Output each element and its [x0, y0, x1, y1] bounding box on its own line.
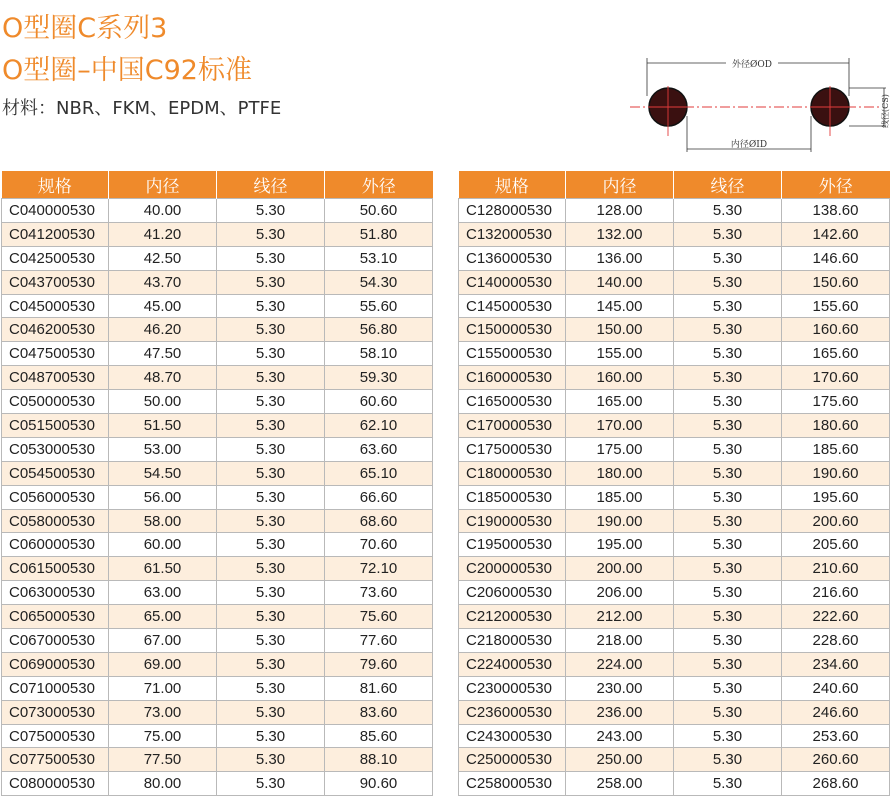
table-row: [2, 581, 433, 605]
cell-outer-diameter: 77.60: [325, 629, 433, 653]
cell-spec-code: C175000530: [459, 437, 566, 461]
cell-spec-code: C165000530: [459, 390, 566, 414]
cell-outer-diameter: 185.60: [782, 437, 890, 461]
table-row: [2, 294, 433, 318]
table-header-row: [2, 171, 433, 199]
table-row: [2, 246, 433, 270]
cell-spec-code: C047500530: [2, 342, 109, 366]
cell-inner-diameter: 250.00: [566, 748, 674, 772]
table-row: [459, 676, 890, 700]
cell-spec-code: C045000530: [2, 294, 109, 318]
cell-outer-diameter: 81.60: [325, 676, 433, 700]
cell-inner-diameter: 155.00: [566, 342, 674, 366]
cell-outer-diameter: 63.60: [325, 437, 433, 461]
cell-cross-section: 5.30: [217, 390, 325, 414]
table-row: [2, 366, 433, 390]
cell-outer-diameter: 59.30: [325, 366, 433, 390]
cell-cross-section: 5.30: [674, 629, 782, 653]
table-row: [459, 509, 890, 533]
col-header-id: 内径: [566, 171, 674, 199]
table-row: [2, 485, 433, 509]
cell-inner-diameter: 136.00: [566, 246, 674, 270]
cell-outer-diameter: 200.60: [782, 509, 890, 533]
cell-inner-diameter: 56.00: [109, 485, 217, 509]
table-row: [2, 342, 433, 366]
cell-inner-diameter: 69.00: [109, 652, 217, 676]
cell-cross-section: 5.30: [674, 533, 782, 557]
cell-inner-diameter: 160.00: [566, 366, 674, 390]
spec-table-left: [1, 171, 433, 796]
cell-outer-diameter: 253.60: [782, 724, 890, 748]
cell-spec-code: C250000530: [459, 748, 566, 772]
table-row: [2, 390, 433, 414]
cell-cross-section: 5.30: [674, 437, 782, 461]
cell-inner-diameter: 212.00: [566, 605, 674, 629]
cell-spec-code: C136000530: [459, 246, 566, 270]
cell-outer-diameter: 160.60: [782, 318, 890, 342]
cell-cross-section: 5.30: [217, 724, 325, 748]
cell-inner-diameter: 165.00: [566, 390, 674, 414]
col-header-spec: 规格: [2, 171, 109, 199]
cell-spec-code: C060000530: [2, 533, 109, 557]
cell-spec-code: C063000530: [2, 581, 109, 605]
cell-outer-diameter: 240.60: [782, 676, 890, 700]
cell-cross-section: 5.30: [217, 605, 325, 629]
table-row: [2, 414, 433, 438]
cell-cross-section: 5.30: [217, 222, 325, 246]
cell-inner-diameter: 75.00: [109, 724, 217, 748]
cell-inner-diameter: 218.00: [566, 629, 674, 653]
id-label: 内径ØID: [730, 140, 768, 150]
cell-spec-code: C054500530: [2, 461, 109, 485]
cell-inner-diameter: 128.00: [566, 199, 674, 223]
table-row: [459, 652, 890, 676]
table-row: [459, 533, 890, 557]
cell-cross-section: 5.30: [217, 629, 325, 653]
cell-spec-code: C128000530: [459, 199, 566, 223]
cell-inner-diameter: 67.00: [109, 629, 217, 653]
table-row: [459, 390, 890, 414]
cell-cross-section: 5.30: [674, 509, 782, 533]
cell-cross-section: 5.30: [674, 294, 782, 318]
cell-spec-code: C132000530: [459, 222, 566, 246]
cell-cross-section: 5.30: [674, 390, 782, 414]
cell-spec-code: C212000530: [459, 605, 566, 629]
cell-cross-section: 5.30: [217, 533, 325, 557]
table-row: [459, 294, 890, 318]
cell-outer-diameter: 216.60: [782, 581, 890, 605]
table-row: [459, 199, 890, 223]
cell-inner-diameter: 77.50: [109, 748, 217, 772]
cell-inner-diameter: 42.50: [109, 246, 217, 270]
table-row: [459, 605, 890, 629]
cell-outer-diameter: 210.60: [782, 557, 890, 581]
cell-inner-diameter: 47.50: [109, 342, 217, 366]
cell-cross-section: 5.30: [674, 652, 782, 676]
cell-outer-diameter: 62.10: [325, 414, 433, 438]
table-row: [459, 748, 890, 772]
cell-outer-diameter: 88.10: [325, 748, 433, 772]
cell-outer-diameter: 268.60: [782, 772, 890, 796]
cell-spec-code: C180000530: [459, 461, 566, 485]
cell-inner-diameter: 61.50: [109, 557, 217, 581]
cell-spec-code: C218000530: [459, 629, 566, 653]
table-row: [2, 629, 433, 653]
cell-spec-code: C185000530: [459, 485, 566, 509]
cell-outer-diameter: 234.60: [782, 652, 890, 676]
cell-cross-section: 5.30: [217, 581, 325, 605]
cell-outer-diameter: 90.60: [325, 772, 433, 796]
cell-inner-diameter: 50.00: [109, 390, 217, 414]
cell-inner-diameter: 80.00: [109, 772, 217, 796]
cell-cross-section: 5.30: [674, 605, 782, 629]
cell-outer-diameter: 175.60: [782, 390, 890, 414]
cell-outer-diameter: 60.60: [325, 390, 433, 414]
table-row: [459, 246, 890, 270]
cell-spec-code: C145000530: [459, 294, 566, 318]
cell-cross-section: 5.30: [217, 366, 325, 390]
cell-outer-diameter: 165.60: [782, 342, 890, 366]
cell-cross-section: 5.30: [674, 366, 782, 390]
cell-outer-diameter: 65.10: [325, 461, 433, 485]
cell-outer-diameter: 146.60: [782, 246, 890, 270]
cell-cross-section: 5.30: [674, 485, 782, 509]
table-row: [2, 605, 433, 629]
cell-spec-code: C056000530: [2, 485, 109, 509]
cell-inner-diameter: 58.00: [109, 509, 217, 533]
cell-outer-diameter: 68.60: [325, 509, 433, 533]
cell-outer-diameter: 190.60: [782, 461, 890, 485]
cell-inner-diameter: 53.00: [109, 437, 217, 461]
cell-outer-diameter: 142.60: [782, 222, 890, 246]
cell-inner-diameter: 54.50: [109, 461, 217, 485]
cell-inner-diameter: 45.00: [109, 294, 217, 318]
cell-outer-diameter: 170.60: [782, 366, 890, 390]
cell-cross-section: 5.30: [217, 509, 325, 533]
cell-cross-section: 5.30: [674, 246, 782, 270]
cell-spec-code: C048700530: [2, 366, 109, 390]
table-row: [459, 366, 890, 390]
table-row: [2, 318, 433, 342]
cell-outer-diameter: 228.60: [782, 629, 890, 653]
cell-outer-diameter: 180.60: [782, 414, 890, 438]
cell-inner-diameter: 71.00: [109, 676, 217, 700]
cell-outer-diameter: 54.30: [325, 270, 433, 294]
cell-outer-diameter: 72.10: [325, 557, 433, 581]
table-row: [459, 724, 890, 748]
cell-spec-code: C243000530: [459, 724, 566, 748]
table-row: [2, 533, 433, 557]
table-row: [2, 748, 433, 772]
cell-inner-diameter: 46.20: [109, 318, 217, 342]
cell-spec-code: C190000530: [459, 509, 566, 533]
cell-outer-diameter: 66.60: [325, 485, 433, 509]
cell-outer-diameter: 195.60: [782, 485, 890, 509]
cell-inner-diameter: 145.00: [566, 294, 674, 318]
cell-outer-diameter: 85.60: [325, 724, 433, 748]
table-row: [2, 437, 433, 461]
table-row: [459, 485, 890, 509]
table-body: [459, 199, 890, 796]
cell-spec-code: C051500530: [2, 414, 109, 438]
cell-inner-diameter: 236.00: [566, 700, 674, 724]
table-row: [459, 700, 890, 724]
cell-cross-section: 5.30: [217, 748, 325, 772]
cell-inner-diameter: 51.50: [109, 414, 217, 438]
table-body: [2, 199, 433, 796]
cell-spec-code: C042500530: [2, 246, 109, 270]
cell-cross-section: 5.30: [674, 461, 782, 485]
cell-cross-section: 5.30: [217, 318, 325, 342]
table-row: [2, 509, 433, 533]
cell-spec-code: C080000530: [2, 772, 109, 796]
cell-outer-diameter: 260.60: [782, 748, 890, 772]
cell-spec-code: C206000530: [459, 581, 566, 605]
material-list: 材料：NBR、FKM、EPDM、PTFE: [2, 98, 282, 119]
col-header-id: 内径: [109, 171, 217, 199]
cell-spec-code: C170000530: [459, 414, 566, 438]
table-row: [459, 342, 890, 366]
cell-outer-diameter: 155.60: [782, 294, 890, 318]
cell-cross-section: 5.30: [674, 772, 782, 796]
cell-cross-section: 5.30: [674, 724, 782, 748]
cell-spec-code: C195000530: [459, 533, 566, 557]
table-row: [459, 461, 890, 485]
cell-inner-diameter: 60.00: [109, 533, 217, 557]
cell-outer-diameter: 70.60: [325, 533, 433, 557]
cell-spec-code: C073000530: [2, 700, 109, 724]
col-header-cs: 线径: [217, 171, 325, 199]
cell-outer-diameter: 222.60: [782, 605, 890, 629]
cell-outer-diameter: 205.60: [782, 533, 890, 557]
cell-spec-code: C071000530: [2, 676, 109, 700]
spec-table-right: [458, 171, 890, 796]
cell-cross-section: 5.30: [217, 772, 325, 796]
cell-cross-section: 5.30: [217, 414, 325, 438]
cell-cross-section: 5.30: [674, 557, 782, 581]
cell-inner-diameter: 48.70: [109, 366, 217, 390]
table-row: [459, 318, 890, 342]
cell-inner-diameter: 206.00: [566, 581, 674, 605]
cell-inner-diameter: 170.00: [566, 414, 674, 438]
cell-cross-section: 5.30: [217, 676, 325, 700]
table-row: [2, 557, 433, 581]
cell-inner-diameter: 230.00: [566, 676, 674, 700]
cell-inner-diameter: 140.00: [566, 270, 674, 294]
cell-cross-section: 5.30: [217, 270, 325, 294]
cell-outer-diameter: 50.60: [325, 199, 433, 223]
cell-inner-diameter: 73.00: [109, 700, 217, 724]
col-header-cs: 线径: [674, 171, 782, 199]
table-row: [2, 700, 433, 724]
cell-inner-diameter: 200.00: [566, 557, 674, 581]
cell-cross-section: 5.30: [674, 700, 782, 724]
cell-inner-diameter: 41.20: [109, 222, 217, 246]
cell-outer-diameter: 73.60: [325, 581, 433, 605]
table-header-row: [459, 171, 890, 199]
cell-spec-code: C050000530: [2, 390, 109, 414]
cell-inner-diameter: 65.00: [109, 605, 217, 629]
cell-cross-section: 5.30: [217, 199, 325, 223]
cell-inner-diameter: 258.00: [566, 772, 674, 796]
table-row: [2, 724, 433, 748]
cell-cross-section: 5.30: [217, 652, 325, 676]
cell-cross-section: 5.30: [674, 414, 782, 438]
table-row: [459, 270, 890, 294]
cell-outer-diameter: 246.60: [782, 700, 890, 724]
cell-spec-code: C075000530: [2, 724, 109, 748]
cell-outer-diameter: 83.60: [325, 700, 433, 724]
cell-inner-diameter: 63.00: [109, 581, 217, 605]
table-row: [459, 414, 890, 438]
cell-cross-section: 5.30: [674, 581, 782, 605]
cell-spec-code: C040000530: [2, 199, 109, 223]
cell-cross-section: 5.30: [674, 676, 782, 700]
cell-inner-diameter: 224.00: [566, 652, 674, 676]
page-subtitle: O型圈–中国C92标准: [2, 55, 252, 86]
cell-spec-code: C160000530: [459, 366, 566, 390]
cell-outer-diameter: 56.80: [325, 318, 433, 342]
cell-cross-section: 5.30: [217, 342, 325, 366]
table-row: [459, 222, 890, 246]
cell-inner-diameter: 190.00: [566, 509, 674, 533]
cell-inner-diameter: 243.00: [566, 724, 674, 748]
cell-inner-diameter: 175.00: [566, 437, 674, 461]
cell-spec-code: C150000530: [459, 318, 566, 342]
cell-inner-diameter: 150.00: [566, 318, 674, 342]
cell-spec-code: C041200530: [2, 222, 109, 246]
cell-inner-diameter: 132.00: [566, 222, 674, 246]
cell-cross-section: 5.30: [217, 557, 325, 581]
cell-inner-diameter: 180.00: [566, 461, 674, 485]
table-row: [2, 199, 433, 223]
cell-cross-section: 5.30: [217, 461, 325, 485]
table-row: [2, 676, 433, 700]
od-label: 外径ØOD: [732, 60, 772, 70]
table-row: [2, 270, 433, 294]
cell-spec-code: C046200530: [2, 318, 109, 342]
table-row: [2, 772, 433, 796]
cell-cross-section: 5.30: [217, 294, 325, 318]
cell-outer-diameter: 53.10: [325, 246, 433, 270]
cell-spec-code: C053000530: [2, 437, 109, 461]
table-row: [459, 581, 890, 605]
cell-spec-code: C140000530: [459, 270, 566, 294]
cell-cross-section: 5.30: [674, 222, 782, 246]
cell-spec-code: C236000530: [459, 700, 566, 724]
cell-cross-section: 5.30: [674, 270, 782, 294]
table-row: [459, 557, 890, 581]
col-header-spec: 规格: [459, 171, 566, 199]
cell-outer-diameter: 51.80: [325, 222, 433, 246]
cell-spec-code: C155000530: [459, 342, 566, 366]
cell-spec-code: C061500530: [2, 557, 109, 581]
page-title: O型圈C系列3: [2, 13, 168, 44]
o-ring-cross-section-diagram: [628, 56, 890, 156]
cell-cross-section: 5.30: [674, 318, 782, 342]
col-header-od: 外径: [325, 171, 433, 199]
cell-spec-code: C069000530: [2, 652, 109, 676]
table-row: [2, 652, 433, 676]
cell-cross-section: 5.30: [217, 700, 325, 724]
cell-cross-section: 5.30: [217, 485, 325, 509]
table-row: [459, 772, 890, 796]
cell-spec-code: C224000530: [459, 652, 566, 676]
cell-spec-code: C258000530: [459, 772, 566, 796]
col-header-od: 外径: [782, 171, 890, 199]
cell-spec-code: C043700530: [2, 270, 109, 294]
cell-inner-diameter: 195.00: [566, 533, 674, 557]
cell-outer-diameter: 138.60: [782, 199, 890, 223]
table-row: [459, 629, 890, 653]
cell-cross-section: 5.30: [217, 437, 325, 461]
cell-spec-code: C230000530: [459, 676, 566, 700]
cell-outer-diameter: 75.60: [325, 605, 433, 629]
cell-inner-diameter: 43.70: [109, 270, 217, 294]
cell-outer-diameter: 58.10: [325, 342, 433, 366]
cell-cross-section: 5.30: [674, 199, 782, 223]
cell-outer-diameter: 150.60: [782, 270, 890, 294]
cell-spec-code: C077500530: [2, 748, 109, 772]
cell-outer-diameter: 79.60: [325, 652, 433, 676]
cell-cross-section: 5.30: [674, 748, 782, 772]
table-row: [2, 461, 433, 485]
cell-spec-code: C058000530: [2, 509, 109, 533]
cell-spec-code: C200000530: [459, 557, 566, 581]
table-row: [459, 437, 890, 461]
cell-cross-section: 5.30: [674, 342, 782, 366]
cs-label: 线径(CS): [881, 94, 890, 128]
cell-cross-section: 5.30: [217, 246, 325, 270]
cell-outer-diameter: 55.60: [325, 294, 433, 318]
cell-spec-code: C067000530: [2, 629, 109, 653]
cell-spec-code: C065000530: [2, 605, 109, 629]
cell-inner-diameter: 40.00: [109, 199, 217, 223]
cell-inner-diameter: 185.00: [566, 485, 674, 509]
table-row: [2, 222, 433, 246]
